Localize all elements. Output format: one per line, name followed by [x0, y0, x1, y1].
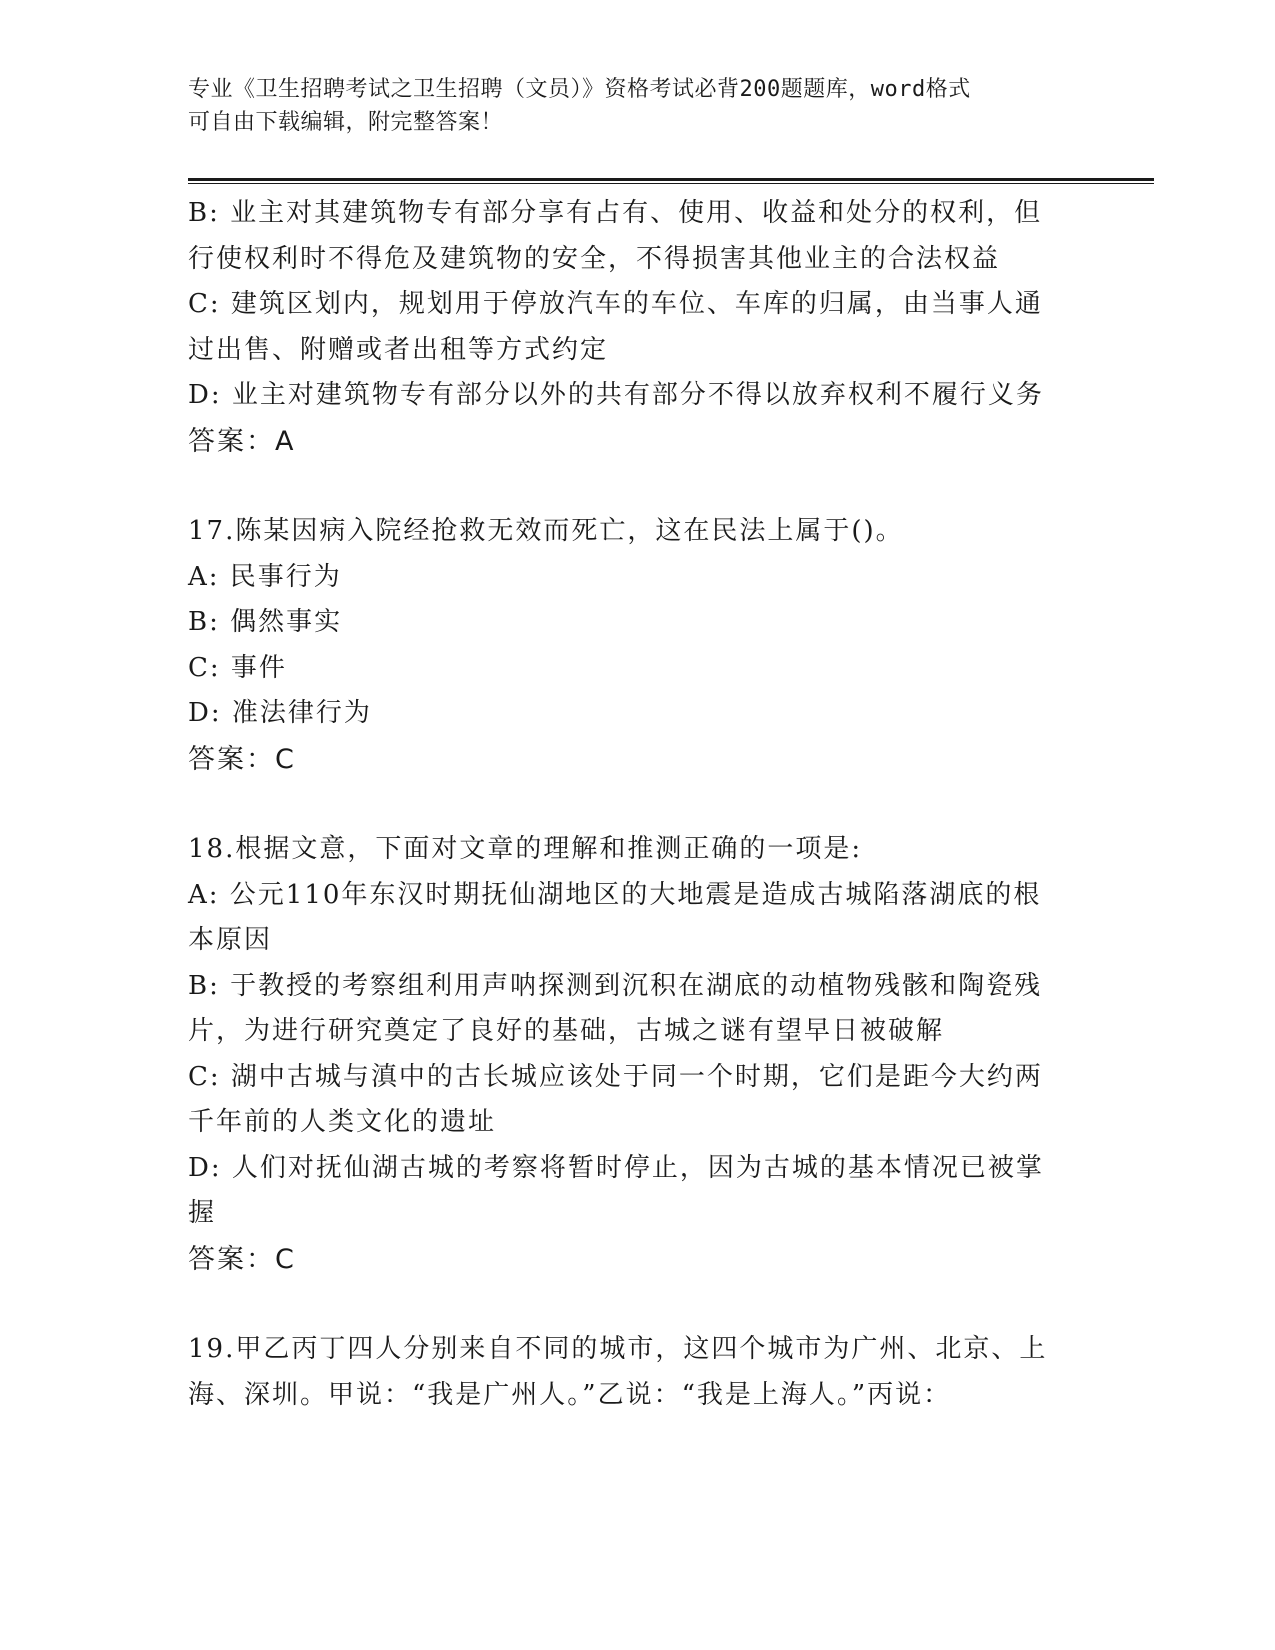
q17-option-c: C: 事件	[188, 652, 287, 683]
q17-option-a: A: 民事行为	[188, 561, 342, 592]
q19-question-line-1: 19.甲乙丙丁四人分别来自不同的城市，这四个城市为广州、北京、上	[188, 1334, 1048, 1364]
q18-answer: 答案：C	[188, 1243, 296, 1275]
q18-option-d-line-2: 握	[188, 1198, 217, 1228]
q16-option-b-line-1: B: 业主对其建筑物专有部分享有占有、使用、收益和处分的权利，但	[188, 198, 1043, 228]
q16-option-b-line-2: 行使权利时不得危及建筑物的安全，不得损害其他业主的合法权益	[188, 243, 1001, 274]
q18-option-c-line-1: C: 湖中古城与滇中的古长城应该处于同一个时期，它们是距今大约两	[188, 1061, 1043, 1092]
spacer	[188, 464, 1078, 509]
q18-option-b-line-2: 片，为进行研究奠定了良好的基础，古城之谜有望早日被破解	[188, 1016, 945, 1046]
q16-answer: 答案：A	[188, 425, 296, 457]
q16-option-c-line-1: C: 建筑区划内，规划用于停放汽车的车位、车库的归属，由当事人通	[188, 289, 1043, 319]
q18-option-d-line-1: D: 人们对抚仙湖古城的考察将暂时停止，因为古城的基本情况已被掌	[188, 1152, 1044, 1183]
spacer	[188, 782, 1078, 827]
q16-option-d: D: 业主对建筑物专有部分以外的共有部分不得以放弃权利不履行义务	[188, 380, 1044, 410]
q18-option-c-line-2: 千年前的人类文化的遗址	[188, 1107, 497, 1137]
question-19	[188, 1327, 1078, 1418]
document-body	[188, 191, 1078, 1418]
q18-option-a-line-1: A: 公元110年东汉时期抚仙湖地区的大地震是造成古城陷落湖底的根	[188, 879, 1042, 910]
header-title-line-1: 专业《卫生招聘考试之卫生招聘（文员）》资格考试必背200题题库，word格式	[188, 77, 971, 102]
q17-answer: 答案：C	[188, 743, 296, 775]
q17-option-d: D: 准法律行为	[188, 698, 372, 728]
header-title-line-2: 可自由下载编辑，附完整答案！	[188, 110, 504, 135]
page-header	[188, 73, 1068, 139]
q19-question-line-2: 海、深圳。甲说：“我是广州人。”乙说：“我是上海人。”丙说：	[188, 1379, 952, 1410]
question-16-continued	[188, 191, 1078, 464]
header-divider-thin	[188, 183, 1154, 184]
q17-question: 17.陈某因病入院经抢救无效而死亡，这在民法上属于()。	[188, 516, 904, 546]
q16-option-c-line-2: 过出售、附赠或者出租等方式约定	[188, 334, 609, 365]
q17-option-b: B: 偶然事实	[188, 607, 343, 637]
header-divider-thick	[188, 178, 1154, 181]
q18-option-b-line-1: B: 于教授的考察组利用声呐探测到沉积在湖底的动植物残骸和陶瓷残	[188, 970, 1043, 1001]
q18-question: 18.根据文意，下面对文章的理解和推测正确的一项是:	[188, 834, 863, 864]
question-17	[188, 509, 1078, 782]
spacer	[188, 1282, 1078, 1327]
q18-option-a-line-2: 本原因	[188, 925, 273, 955]
question-18	[188, 827, 1078, 1282]
